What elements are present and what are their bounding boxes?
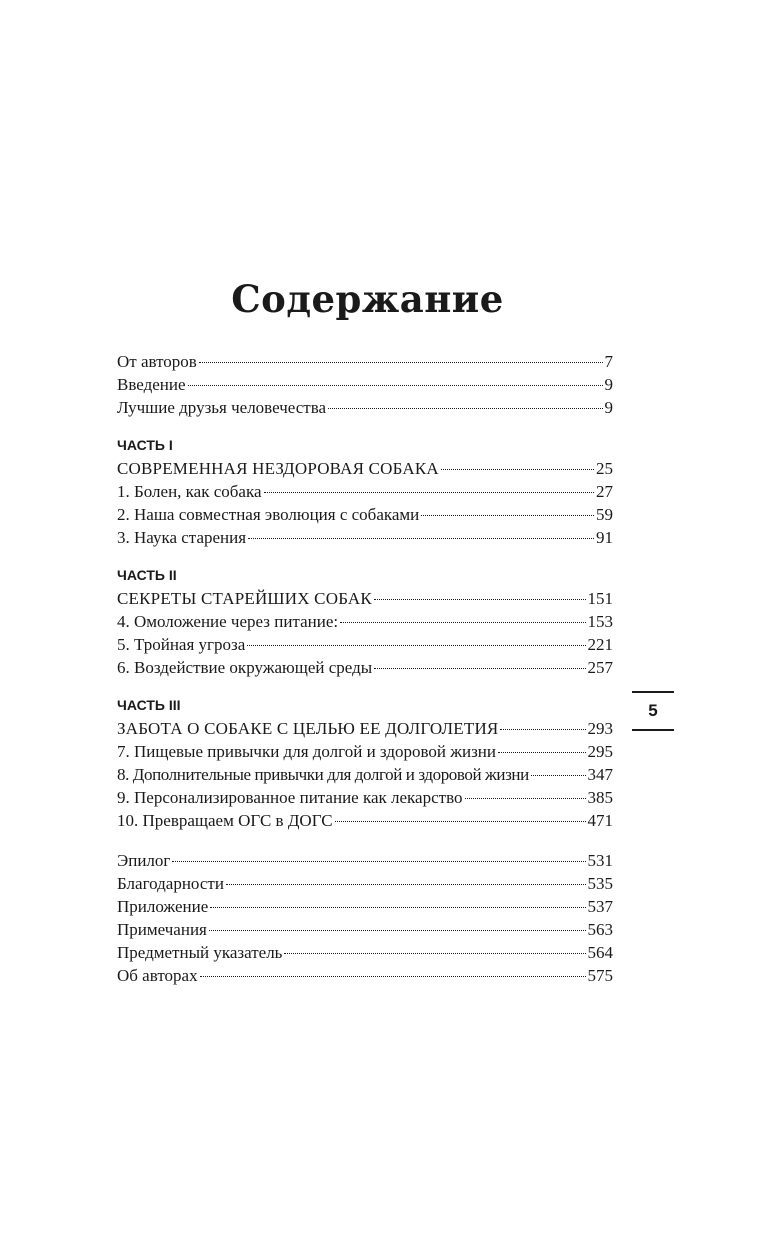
toc-entry-label: Приложение (117, 897, 209, 916)
toc-entry-label: 1. Болен, как собака (117, 482, 262, 501)
toc-chapter-5[interactable] (117, 633, 613, 656)
toc-entry-page: 153 (587, 612, 613, 631)
toc-entry-page: 295 (587, 742, 613, 761)
toc-entry-label: 2. Наша совместная эволюция с собаками (117, 505, 420, 524)
toc-entry-page: 564 (587, 943, 613, 962)
toc-entry-page: 25 (596, 459, 613, 478)
dot-leader (374, 668, 585, 669)
toc-entry-acknowledgements[interactable] (117, 872, 613, 895)
toc-entry-page: 91 (596, 528, 613, 547)
dot-leader (374, 599, 586, 600)
toc-entry-page: 9 (604, 375, 613, 394)
dot-leader (441, 469, 594, 470)
toc-entry-epilogue[interactable] (117, 849, 613, 872)
toc-entry-appendix[interactable] (117, 895, 613, 918)
toc-chapter-10[interactable] (117, 809, 613, 832)
dot-leader (284, 953, 585, 954)
toc-entry-label: Благодарности (117, 874, 224, 893)
toc-entry-label: От авторов (117, 352, 197, 371)
toc-entry-page: 59 (596, 505, 613, 524)
toc-chapter-3[interactable] (117, 526, 613, 549)
toc-entry-label: СОВРЕМЕННАЯ НЕЗДОРОВАЯ СОБАКА (117, 459, 439, 478)
toc-entry-label: 7. Пищевые привычки для долгой и здоровой жизни (117, 742, 496, 761)
dot-leader (200, 976, 586, 977)
toc-part-2-heading[interactable] (117, 587, 613, 610)
toc-entry-authors-foreword[interactable] (117, 350, 613, 373)
toc-chapter-7[interactable] (117, 740, 613, 763)
toc-entry-label: Предметный указатель (117, 943, 283, 962)
toc-entry-page: 385 (587, 788, 613, 807)
dot-leader (335, 821, 586, 822)
toc-entry-label: ЗАБОТА О СОБАКЕ С ЦЕЛЬЮ ЕЕ ДОЛГОЛЕТИЯ (117, 719, 499, 738)
toc-chapter-6[interactable] (117, 656, 613, 679)
dot-leader (421, 515, 594, 516)
dot-leader (210, 907, 585, 908)
toc-chapter-8[interactable] (117, 763, 613, 786)
part-1-label: ЧАСТЬ I (117, 437, 173, 453)
dot-leader (172, 861, 585, 862)
dot-leader (226, 884, 586, 885)
toc-entry-page: 221 (587, 635, 613, 654)
toc-entry-page: 27 (596, 482, 613, 501)
toc-entry-page: 293 (587, 719, 613, 738)
toc-chapter-1[interactable] (117, 480, 613, 503)
toc-entry-label: 9. Персонализированное питание как лекарство (117, 788, 463, 807)
toc-entry-label: 5. Тройная угроза (117, 635, 246, 654)
toc-entry-label: Лучшие друзья человечества (117, 398, 327, 417)
dot-leader (209, 930, 586, 931)
toc-entry-label: 10. Превращаем ОГС в ДОГС (117, 811, 333, 830)
dot-leader (188, 385, 603, 386)
toc-entry-best-friends[interactable] (117, 396, 613, 419)
part-3-label: ЧАСТЬ III (117, 697, 181, 713)
toc-entry-page: 9 (604, 398, 613, 417)
dot-leader (465, 798, 586, 799)
toc-entry-label: 8. Дополнительные привычки для долгой и здоровой жизни (117, 765, 529, 784)
toc-entry-label: СЕКРЕТЫ СТАРЕЙШИХ СОБАК (117, 589, 372, 608)
page-number-tab: 5 (632, 691, 674, 731)
toc-chapter-2[interactable] (117, 503, 613, 526)
dot-leader (199, 362, 603, 363)
toc-entry-index[interactable] (117, 941, 613, 964)
toc-entry-page: 563 (587, 920, 613, 939)
dot-leader (328, 408, 602, 409)
table-of-contents (117, 350, 613, 987)
dot-leader (531, 775, 586, 776)
dot-leader (340, 622, 585, 623)
toc-entry-page: 531 (587, 851, 613, 870)
toc-entry-label: Эпилог (117, 851, 171, 870)
dot-leader (264, 492, 594, 493)
dot-leader (247, 645, 585, 646)
toc-entry-page: 347 (587, 765, 613, 784)
toc-entry-introduction[interactable] (117, 373, 613, 396)
toc-part-1-heading[interactable] (117, 457, 613, 480)
toc-entry-label: Об авторах (117, 966, 198, 985)
page-title: Содержание (231, 277, 504, 321)
toc-entry-page: 7 (604, 352, 613, 371)
toc-entry-label: 4. Омоложение через питание: (117, 612, 339, 631)
toc-entry-label: Примечания (117, 920, 207, 939)
dot-leader (500, 729, 585, 730)
toc-chapter-9[interactable] (117, 786, 613, 809)
toc-entry-page: 471 (587, 811, 613, 830)
part-2-label: ЧАСТЬ II (117, 567, 177, 583)
toc-entry-page: 151 (587, 589, 613, 608)
toc-entry-page: 535 (587, 874, 613, 893)
toc-entry-label: 3. Наука старения (117, 528, 247, 547)
toc-part-3-heading[interactable] (117, 717, 613, 740)
toc-chapter-4[interactable] (117, 610, 613, 633)
toc-entry-notes[interactable] (117, 918, 613, 941)
toc-entry-page: 575 (587, 966, 613, 985)
toc-entry-page: 537 (587, 897, 613, 916)
toc-entry-page: 257 (587, 658, 613, 677)
toc-entry-about-authors[interactable] (117, 964, 613, 987)
dot-leader (248, 538, 594, 539)
toc-entry-label: 6. Воздействие окружающей среды (117, 658, 373, 677)
section-gap (117, 832, 613, 849)
toc-entry-label: Введение (117, 375, 186, 394)
dot-leader (498, 752, 586, 753)
